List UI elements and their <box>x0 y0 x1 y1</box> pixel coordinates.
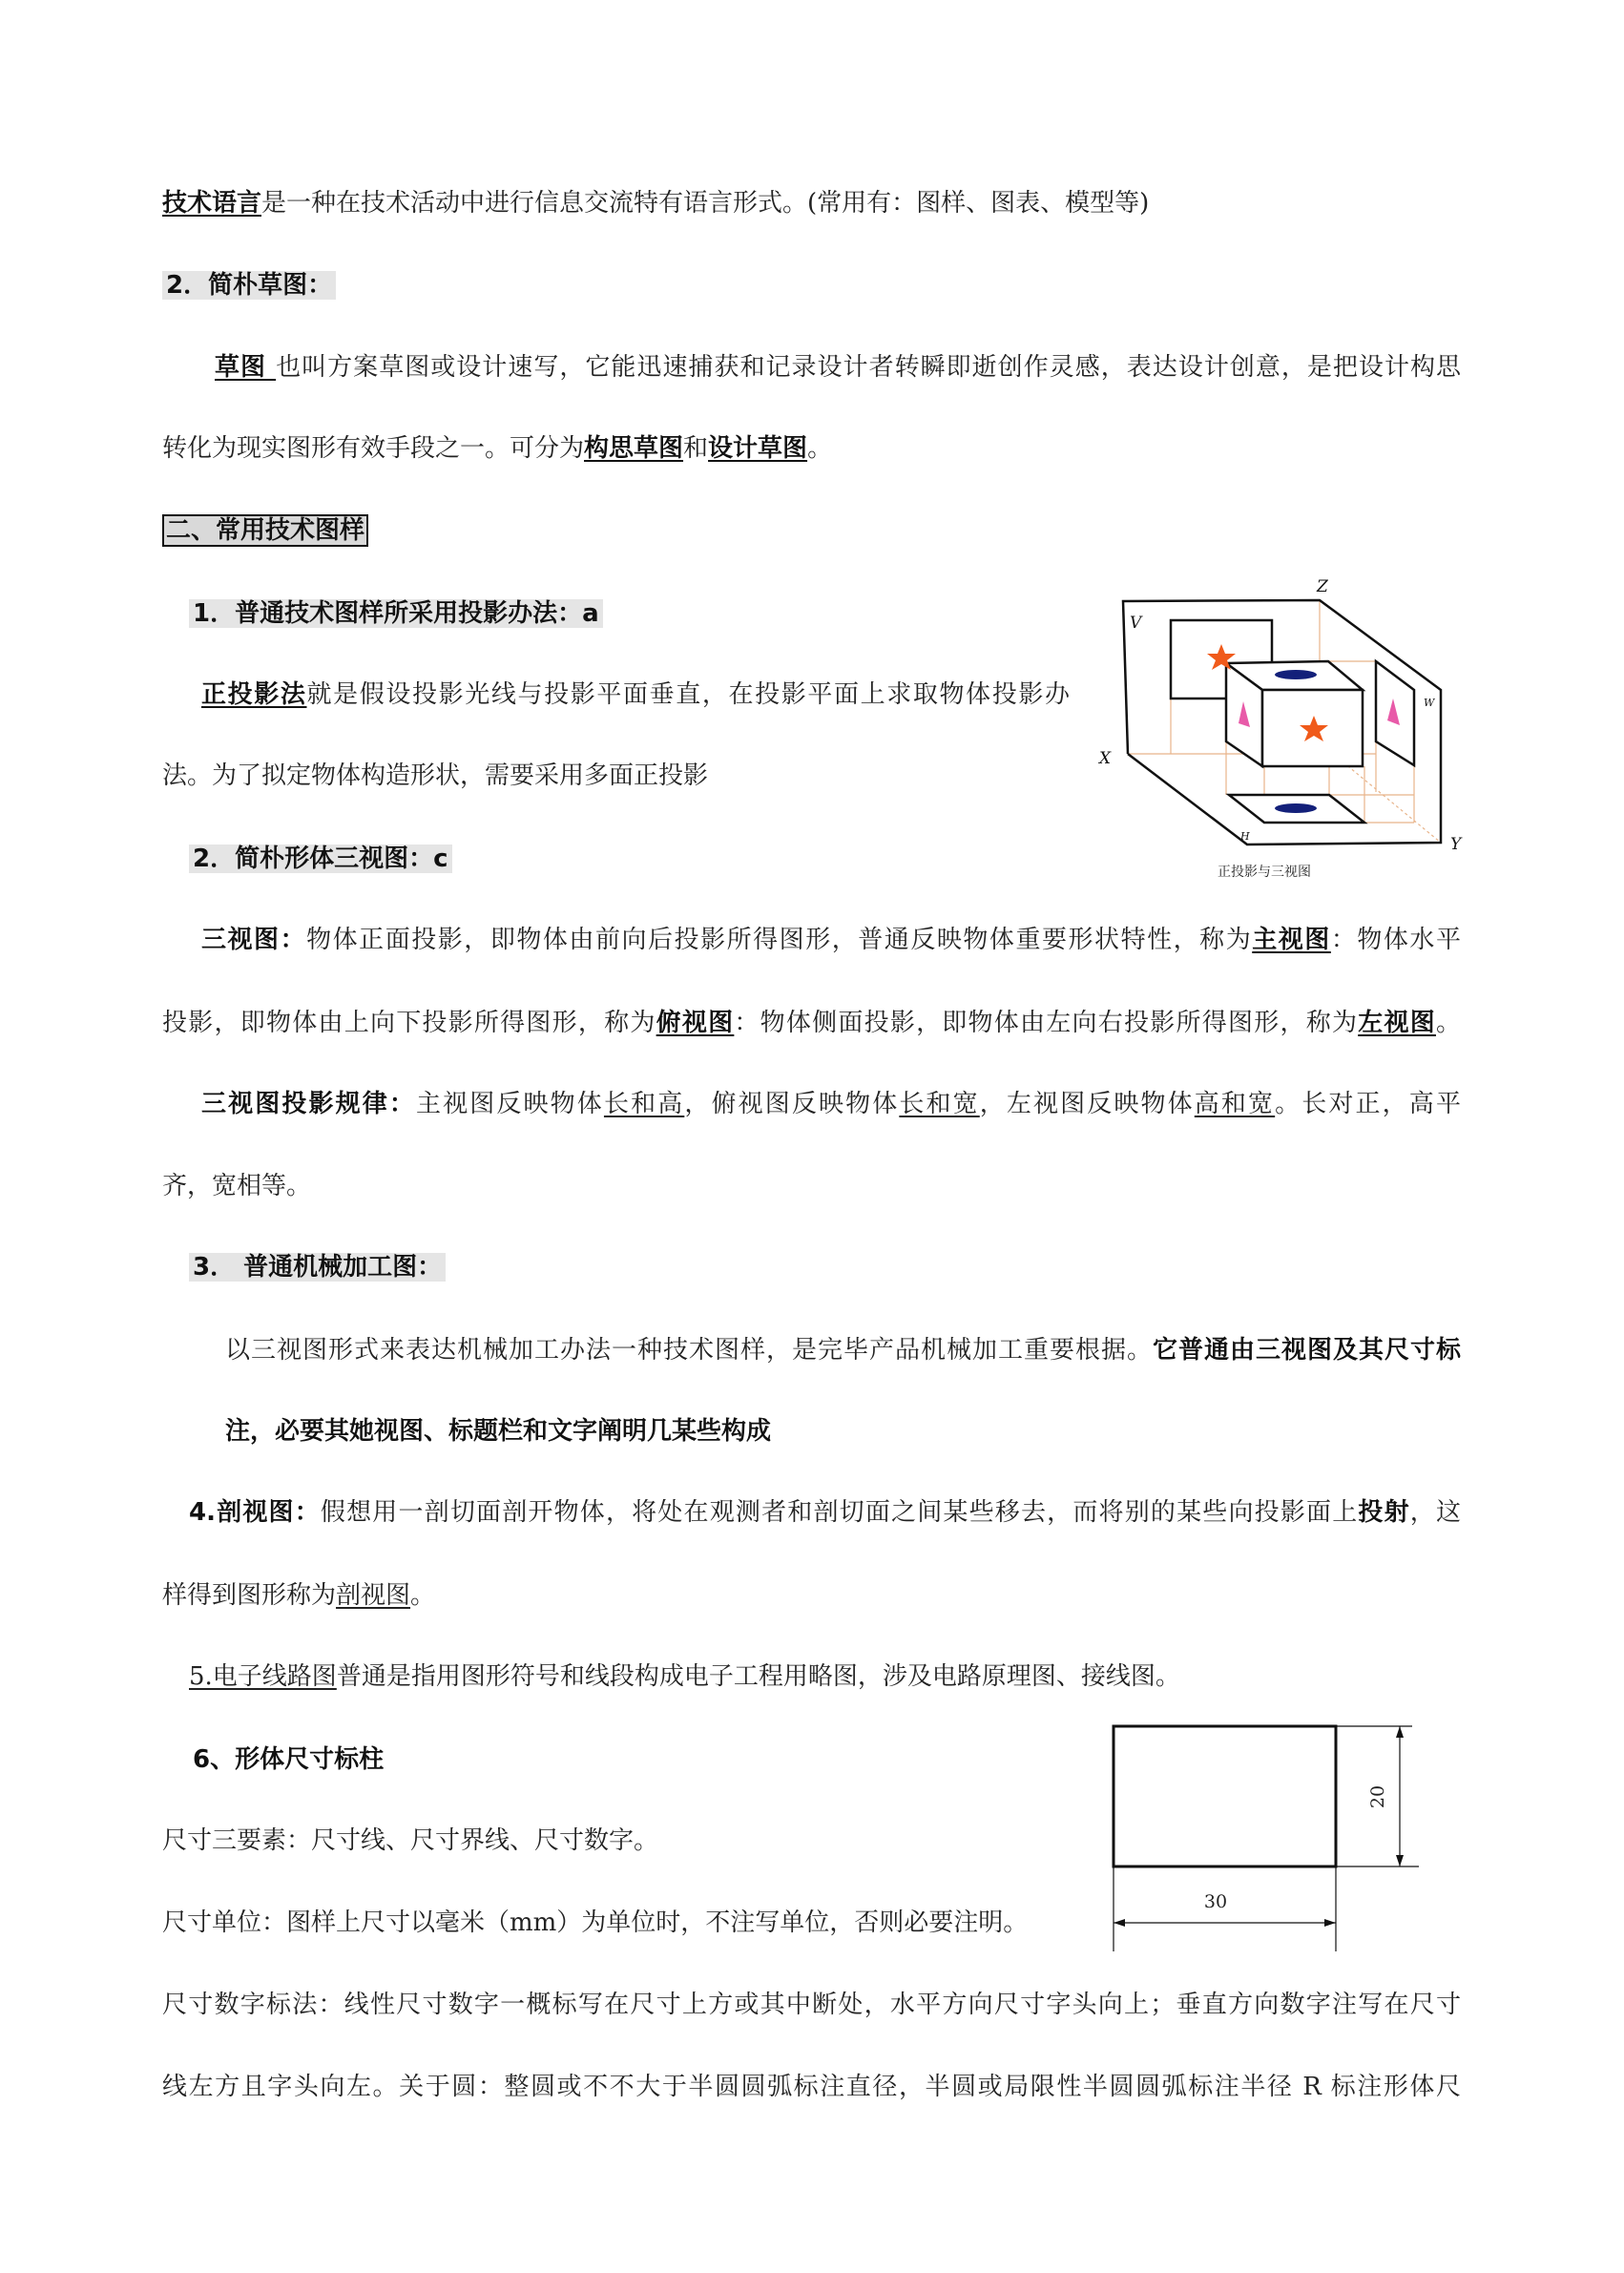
key-term: 草图 <box>215 353 277 382</box>
label-z: Z <box>1317 577 1328 596</box>
text-run: 法。为了拟定物体构造形状，需要采用多面正投影 <box>162 761 709 790</box>
bottom-projection-mark <box>1275 803 1317 813</box>
text-line <box>189 1495 1461 1530</box>
text-line <box>225 1333 1461 1367</box>
text-line <box>162 513 368 548</box>
key-term: 左视图 <box>1358 1009 1436 1037</box>
text-run: 。长对正，高平 <box>1275 1090 1461 1118</box>
text-run: ：物体侧面投影，即物体由左向右投影所得图形，称为 <box>734 1009 1359 1037</box>
text-run: 。 <box>410 1581 436 1610</box>
orthographic-projection-figure <box>1088 553 1498 897</box>
bold-text: 它普通由三视图及其尺寸标 <box>1152 1336 1461 1365</box>
text-run: 以三视图形式来表达机械加工办法一种技术图样，是完毕产品机械加工重要根据。 <box>225 1336 1153 1365</box>
section-heading: 二、常用技术图样 <box>162 514 368 547</box>
text-run: 和 <box>683 434 709 463</box>
text-run: 齐，宽相等。 <box>162 1172 312 1200</box>
text-line <box>162 186 1149 220</box>
key-term: 正投影法 <box>201 680 307 709</box>
width-value: 30 <box>1203 1891 1228 1912</box>
text-run: 也叫方案草图或设计速写，它能迅速捕获和记录设计者转瞬即逝创作灵感，表达设计创意，是把设计构思 <box>276 353 1461 382</box>
text-run: 物体正面投影，即物体由前向后投影所得图形，普通反映物体重要形状特性，称为 <box>306 926 1253 954</box>
text-run: 主视图反映物体 <box>416 1090 604 1118</box>
text-run: ，这 <box>1409 1498 1461 1527</box>
label-x: X <box>1099 749 1112 768</box>
text-line <box>189 842 452 876</box>
key-term: 长和高 <box>603 1090 685 1118</box>
key-term: 5.电子线路图 <box>189 1662 337 1691</box>
text-run: 线左方且字头向左。关于圆：整圆或不不大于半圆圆弧标注直径，半圆或局限性半圆圆弧标注半径 R 标注形体尺 <box>162 2073 1461 2101</box>
text-run: 尺寸单位：图样上尺寸以毫米（mm）为单位时，不注写单位，否则必要注明。 <box>162 1908 1029 1937</box>
key-term: 高和宽 <box>1194 1090 1276 1118</box>
text-line <box>215 350 1461 385</box>
text-line <box>189 596 603 631</box>
text-line <box>201 923 1461 957</box>
key-term: 构思草图 <box>584 434 684 463</box>
bold-text: 4.剖视图： <box>189 1498 321 1527</box>
text-line <box>201 1087 1461 1121</box>
text-line <box>225 1414 771 1449</box>
text-line <box>162 1824 658 1858</box>
text-run: 投影，即物体由上向下投影所得图形，称为 <box>162 1009 656 1037</box>
key-term: 剖视图 <box>336 1581 411 1610</box>
dimensioned-rectangle <box>1114 1726 1336 1866</box>
text-run: 。 <box>1435 1009 1461 1037</box>
text-line <box>162 1906 1028 1940</box>
text-run: 假想用一剖切面剖开物体，将处在观测者和剖切面之间某些移去，而将别的某些向投影面上 <box>320 1498 1359 1527</box>
bold-text: 三视图投影规律： <box>201 1090 417 1118</box>
key-term: 主视图 <box>1252 926 1331 954</box>
key-term: 俯视图 <box>656 1009 735 1037</box>
text-line <box>162 1169 311 1203</box>
text-line <box>162 431 832 466</box>
bold-text: 投射 <box>1358 1498 1410 1527</box>
label-v: V <box>1130 614 1142 633</box>
label-y: Y <box>1450 835 1462 854</box>
text-run: ：物体水平 <box>1330 926 1461 954</box>
text-run: 普通是指用图形符号和线段构成电子工程用略图，涉及电路原理图、接线图。 <box>336 1662 1180 1691</box>
text-line <box>162 1578 435 1613</box>
text-line <box>162 268 336 302</box>
text-line <box>189 1250 446 1284</box>
text-line <box>193 1742 384 1777</box>
section-heading: 1．普通技术图样所采用投影办法：a <box>189 599 603 628</box>
text-run: 样得到图形称为 <box>162 1581 337 1610</box>
bold-text: 6、形体尺寸标柱 <box>193 1745 385 1774</box>
figure-caption: 正投影与三视图 <box>1218 865 1311 880</box>
text-line <box>162 2070 1461 2104</box>
section-heading: 2．简朴草图： <box>162 271 336 300</box>
bold-text: 三视图： <box>201 926 307 954</box>
text-run: 转化为现实图形有效手段之一。可分为 <box>162 434 585 463</box>
text-line <box>162 759 708 793</box>
text-run: 尺寸数字标法：线性尺寸数字一概标写在尺寸上方或其中断处，水平方向尺寸字头向上；垂直方向数字注写在尺寸 <box>162 1991 1461 2019</box>
text-line <box>162 1988 1461 2022</box>
height-value: 20 <box>1367 1784 1388 1809</box>
key-term: 长和宽 <box>899 1090 980 1118</box>
text-run: 是一种在技术活动中进行信息交流特有语言形式。(常用有：图样、图表、模型等) <box>261 189 1150 218</box>
text-run: 尺寸三要素：尺寸线、尺寸界线、尺寸数字。 <box>162 1826 659 1855</box>
text-line <box>162 1006 1461 1040</box>
key-term: 技术语言 <box>162 189 262 218</box>
text-line <box>189 1659 1180 1694</box>
label-h: H <box>1240 830 1250 843</box>
top-projection-mark <box>1275 670 1317 679</box>
section-heading: 3． 普通机械加工图： <box>189 1253 446 1282</box>
section-heading: 2．简朴形体三视图：c <box>189 845 452 873</box>
text-run: ，左视图反映物体 <box>979 1090 1195 1118</box>
label-w: W <box>1424 697 1435 709</box>
text-run: ，俯视图反映物体 <box>684 1090 900 1118</box>
text-line <box>201 678 1070 712</box>
dimension-figure <box>1097 1713 1441 1961</box>
bold-text: 注，必要其她视图、标题栏和文字阐明几某些构成 <box>225 1417 772 1446</box>
text-run: 。 <box>807 434 833 463</box>
text-run: 就是假设投影光线与投影平面垂直，在投影平面上求取物体投影办 <box>306 680 1070 709</box>
key-term: 设计草图 <box>708 434 808 463</box>
